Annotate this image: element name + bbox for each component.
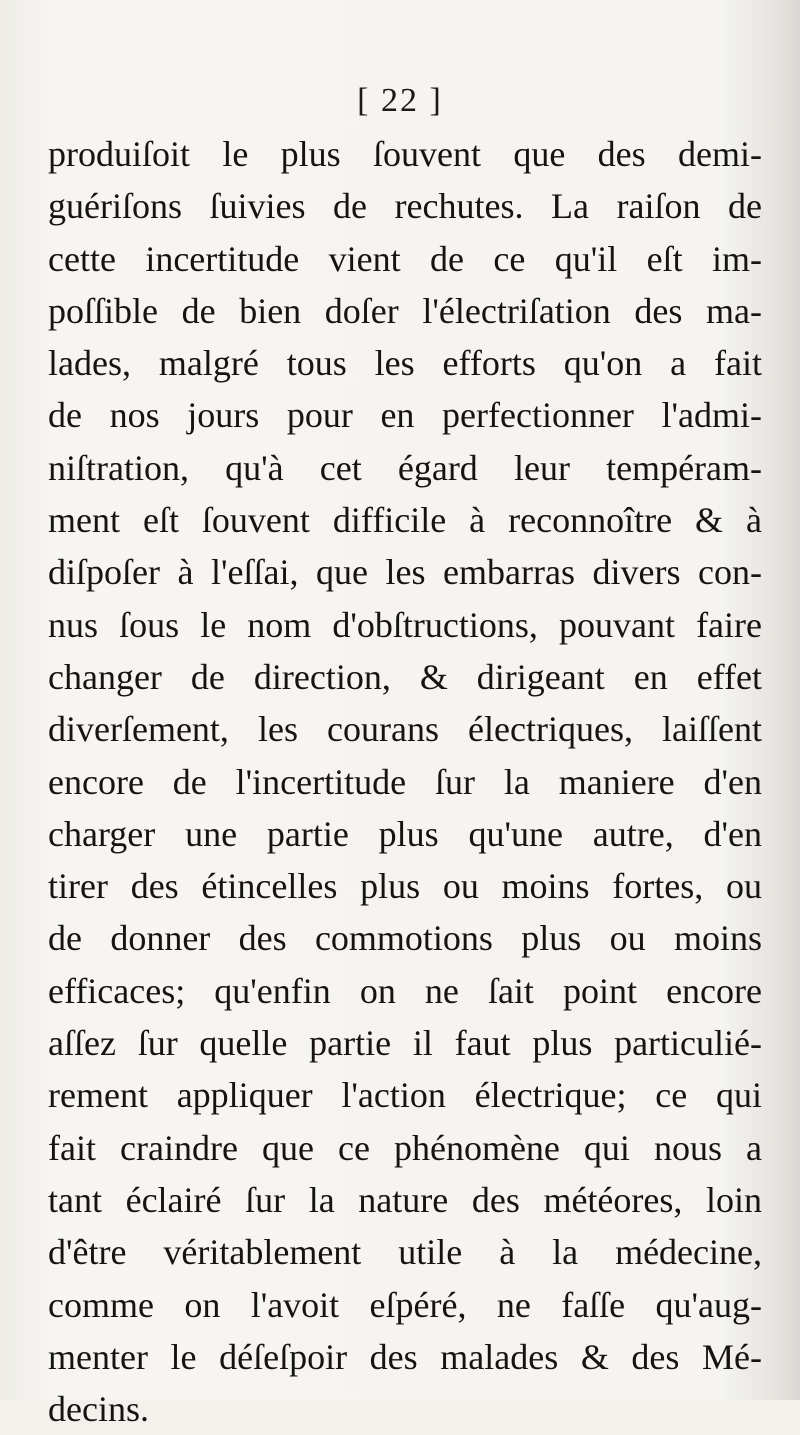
text-line: guériſons ſuivies de rechutes. La raiſon de	[48, 186, 762, 227]
text-line: efficaces; qu'enfin on ne ſait point encore	[48, 970, 762, 1011]
text-line: diverſement, les courans électriques, laiſſent	[48, 709, 762, 750]
text-line: diſpoſer à l'eſſai, que les embarras divers con-	[48, 552, 762, 593]
text-line: d'être véritablement utile à la médecine,	[48, 1232, 762, 1273]
text-line: encore de l'incertitude ſur la maniere d'en	[48, 761, 762, 802]
text-line: decins.	[48, 1389, 149, 1430]
page-number: [ 22 ]	[357, 82, 443, 119]
text-line: fait craindre que ce phénomène qui nous a	[48, 1127, 762, 1168]
text-line: rement appliquer l'action électrique; ce qui	[48, 1075, 762, 1116]
text-line: aſſez ſur quelle partie il faut plus particulié-	[48, 1023, 762, 1064]
text-line: de nos jours pour en perfectionner l'admi-	[48, 395, 762, 436]
text-line: nus ſous le nom d'obſtructions, pouvant faire	[48, 604, 762, 645]
text-line: menter le déſeſpoir des malades & des Mé-	[48, 1336, 762, 1377]
text-line: tant éclairé ſur la nature des météores, loin	[48, 1179, 762, 1220]
text-line: produiſoit le plus ſouvent que des demi-	[48, 134, 762, 174]
text-line: lades, malgré tous les efforts qu'on a fait	[48, 343, 762, 384]
text-line: charger une partie plus qu'une autre, d'en	[48, 813, 762, 854]
text-line: tirer des étincelles plus ou moins fortes, ou	[48, 866, 762, 907]
text-line: de donner des commotions plus ou moins	[48, 918, 762, 959]
text-line: comme on l'avoit eſpéré, ne faſſe qu'aug-	[48, 1284, 762, 1325]
text-line: poſſible de bien doſer l'électriſation des ma-	[48, 290, 762, 331]
text-line: ment eſt ſouvent difficile à reconnoître & à	[48, 500, 762, 541]
body-text	[48, 128, 762, 1435]
text-line: changer de direction, & dirigeant en effet	[48, 656, 762, 697]
text-line: niſtration, qu'à cet égard leur tempéram-	[48, 447, 762, 488]
text-line: cette incertitude vient de ce qu'il eſt im-	[48, 238, 762, 279]
